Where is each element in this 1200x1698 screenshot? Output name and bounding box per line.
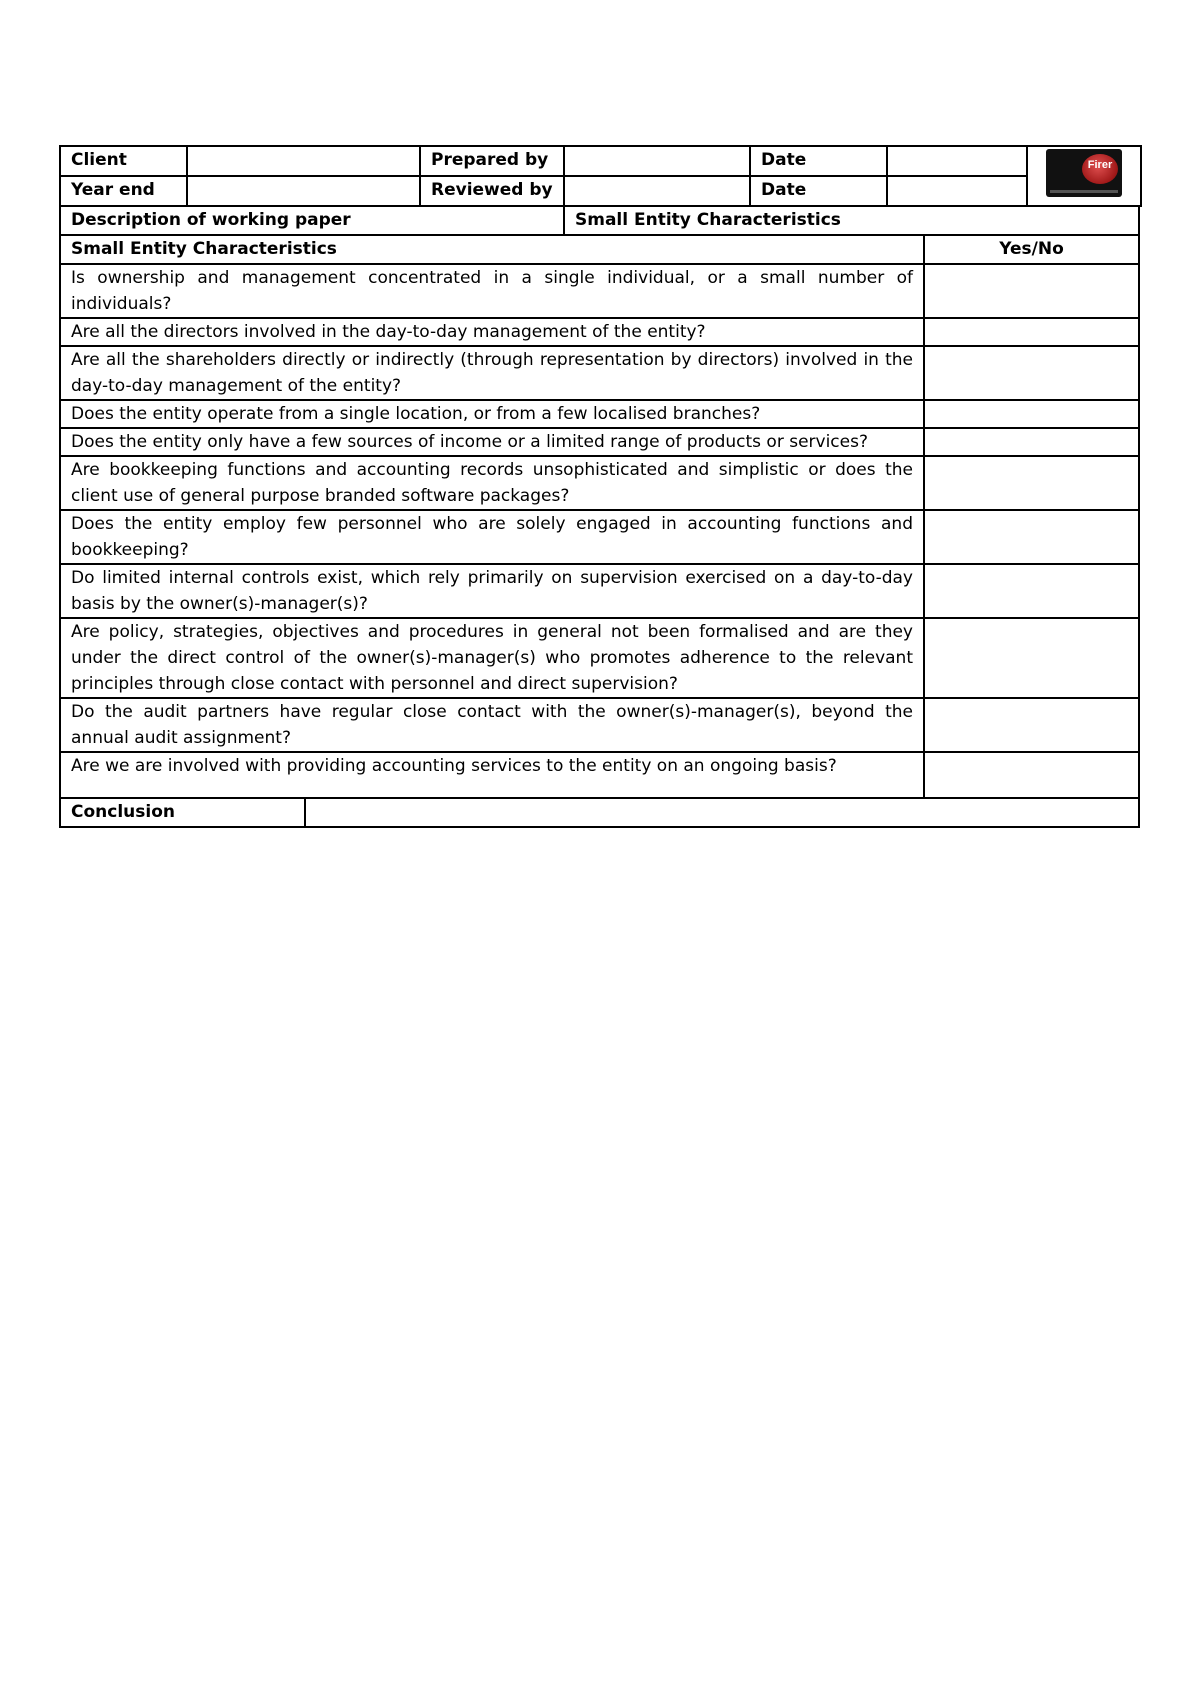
question-list	[60, 264, 1139, 798]
prepared-by-field[interactable]	[564, 146, 750, 176]
question-text: Does the entity employ few personnel who are solely engaged in accounting functions and bookkeeping?	[60, 510, 924, 564]
yes-no-answer-field[interactable]	[924, 318, 1139, 346]
table-row	[60, 698, 1139, 752]
description-label: Description of working paper	[60, 206, 564, 235]
checklist-heading: Small Entity Characteristics	[60, 235, 924, 264]
table-row	[60, 456, 1139, 510]
prepared-by-label: Prepared by	[420, 146, 564, 176]
table-row	[60, 400, 1139, 428]
logo-cell	[1027, 146, 1141, 206]
question-text: Does the entity operate from a single location, or from a few localised branches?	[60, 400, 924, 428]
yes-no-answer-field[interactable]	[924, 428, 1139, 456]
table-row	[60, 318, 1139, 346]
table-row	[60, 510, 1139, 564]
question-text: Are we are involved with providing accounting services to the entity on an ongoing basis?	[60, 752, 924, 798]
year-end-label: Year end	[60, 176, 187, 206]
yes-no-answer-field[interactable]	[924, 400, 1139, 428]
conclusion-field[interactable]	[305, 798, 1139, 827]
year-end-field[interactable]	[187, 176, 420, 206]
question-text: Are policy, strategies, objectives and procedures in general not been formalised and are they under the direct control of the owner(s)-manager(s) who promotes adherence to the relevant principles through close contact with personnel and direct supervision?	[60, 618, 924, 698]
logo-text: Firer	[1087, 159, 1113, 171]
yes-no-answer-field[interactable]	[924, 698, 1139, 752]
date-field-1[interactable]	[887, 146, 1027, 176]
question-text: Do the audit partners have regular close contact with the owner(s)-manager(s), beyond the annual audit assignment?	[60, 698, 924, 752]
table-row	[60, 618, 1139, 698]
reviewed-by-label: Reviewed by	[420, 176, 564, 206]
question-text: Do limited internal controls exist, which rely primarily on supervision exercised on a day-to-day basis by the owner(s)-manager(s)?	[60, 564, 924, 618]
description-table	[59, 205, 1140, 236]
table-row	[60, 346, 1139, 400]
table-row	[60, 564, 1139, 618]
question-text: Are all the directors involved in the day-to-day management of the entity?	[60, 318, 924, 346]
yes-no-answer-field[interactable]	[924, 346, 1139, 400]
conclusion-table	[59, 797, 1140, 828]
checklist-table	[59, 234, 1140, 799]
question-text: Are all the shareholders directly or indirectly (through representation by directors) involved in the day-to-day management of the entity?	[60, 346, 924, 400]
conclusion-label: Conclusion	[60, 798, 305, 827]
firer-logo	[1046, 149, 1122, 197]
yes-no-answer-field[interactable]	[924, 456, 1139, 510]
question-text: Are bookkeeping functions and accounting records unsophisticated and simplistic or does the client use of general purpose branded software packages?	[60, 456, 924, 510]
yes-no-answer-field[interactable]	[924, 618, 1139, 698]
client-label: Client	[60, 146, 187, 176]
yes-no-answer-field[interactable]	[924, 564, 1139, 618]
table-row	[60, 428, 1139, 456]
reviewed-by-field[interactable]	[564, 176, 750, 206]
table-row	[60, 752, 1139, 798]
yes-no-heading: Yes/No	[924, 235, 1139, 264]
working-paper	[59, 145, 1140, 828]
date-label-2: Date	[750, 176, 887, 206]
date-field-2[interactable]	[887, 176, 1027, 206]
client-field[interactable]	[187, 146, 420, 176]
yes-no-answer-field[interactable]	[924, 752, 1139, 798]
question-text: Does the entity only have a few sources of income or a limited range of products or services?	[60, 428, 924, 456]
yes-no-answer-field[interactable]	[924, 510, 1139, 564]
yes-no-answer-field[interactable]	[924, 264, 1139, 318]
question-text: Is ownership and management concentrated in a single individual, or a small number of individuals?	[60, 264, 924, 318]
date-label-1: Date	[750, 146, 887, 176]
header-table	[59, 145, 1142, 207]
description-value: Small Entity Characteristics	[564, 206, 1139, 235]
table-row	[60, 264, 1139, 318]
